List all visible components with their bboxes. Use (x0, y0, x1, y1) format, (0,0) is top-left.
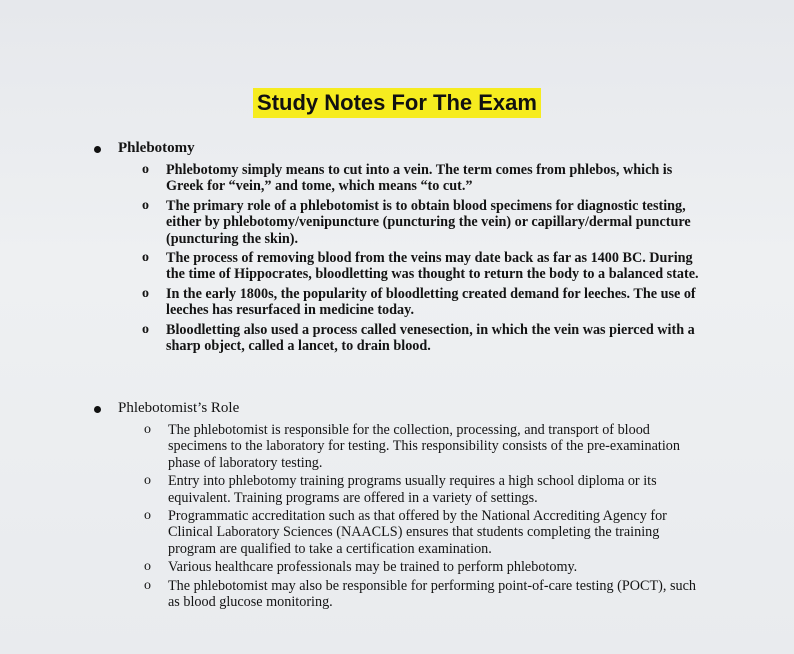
section-heading-row (0, 140, 794, 162)
circle-marker-icon: o (142, 321, 149, 337)
title-wrap (0, 88, 794, 118)
section-heading: Phlebotomy (118, 140, 195, 156)
list-item (0, 473, 708, 506)
page-title: Study Notes For The Exam (253, 88, 541, 118)
circle-marker-icon: o (144, 422, 151, 437)
list-item (0, 250, 706, 283)
section-heading: Phlebotomist’s Role (118, 400, 240, 416)
circle-marker-icon: o (142, 162, 149, 177)
circle-marker-icon: o (144, 559, 151, 575)
list-item (0, 578, 708, 611)
list-item (0, 508, 708, 557)
list-item-text: Phlebotomy simply means to cut into a vein. The term comes from phlebos, which is Greek for “vein,” and tome, which means “to cut.” (166, 162, 673, 195)
section-heading-row (0, 400, 794, 422)
circle-marker-icon: o (142, 285, 149, 301)
section-phlebotomists-role (0, 400, 794, 612)
bullet-dot-icon (94, 406, 101, 413)
list-item (0, 162, 706, 195)
list-item (0, 559, 708, 575)
list-item-text: The phlebotomist is responsible for the collection, processing, and transport of blood specimens to the laboratory for testing. This responsibility consists of the pre-examination phase of laboratory testing. (168, 422, 680, 471)
list-item-text: Programmatic accreditation such as that offered by the National Accrediting Agency for Clinical Laboratory Sciences (NAACLS) ensures that students completing the training program are qualified to take a certification examination. (168, 508, 667, 557)
section-phlebotomy (0, 140, 794, 357)
circle-marker-icon: o (144, 473, 151, 489)
list-item-text: Bloodletting also used a process called venesection, in which the vein was pierced with a sharp object, called a lancet, to drain blood. (166, 321, 695, 355)
circle-marker-icon: o (142, 197, 149, 213)
circle-marker-icon: o (142, 250, 149, 266)
sub-list (0, 162, 794, 354)
list-item-text: Various healthcare professionals may be trained to perform phlebotomy. (168, 559, 578, 576)
list-item-text: The primary role of a phlebotomist is to obtain blood specimens for diagnostic testing, either by phlebotomy/venipuncture (puncturing the vein) or capillary/dermal puncture (puncturing the skin). (166, 197, 691, 247)
list-item-text: Entry into phlebotomy training programs usually requires a high school diploma or its equivalent. Training programs are offered in a variety of settings. (168, 473, 657, 506)
sub-list (0, 422, 794, 610)
list-item (0, 422, 708, 471)
list-item-text: The process of removing blood from the veins may date back as far as 1400 BC. During the time of Hippocrates, bloodletting was thought to return the body to a balanced state. (166, 250, 699, 283)
list-item-text: In the early 1800s, the popularity of bloodletting created demand for leeches. The use of leeches has resurfaced in medicine today. (166, 285, 696, 319)
circle-marker-icon: o (144, 577, 151, 593)
list-item (0, 198, 706, 247)
list-item-text: The phlebotomist may also be responsible for performing point-of-care testing (POCT), such as blood glucose monitoring. (168, 577, 696, 611)
list-item (0, 286, 706, 319)
bullet-dot-icon (94, 146, 101, 153)
list-item (0, 322, 706, 355)
circle-marker-icon: o (144, 508, 151, 524)
